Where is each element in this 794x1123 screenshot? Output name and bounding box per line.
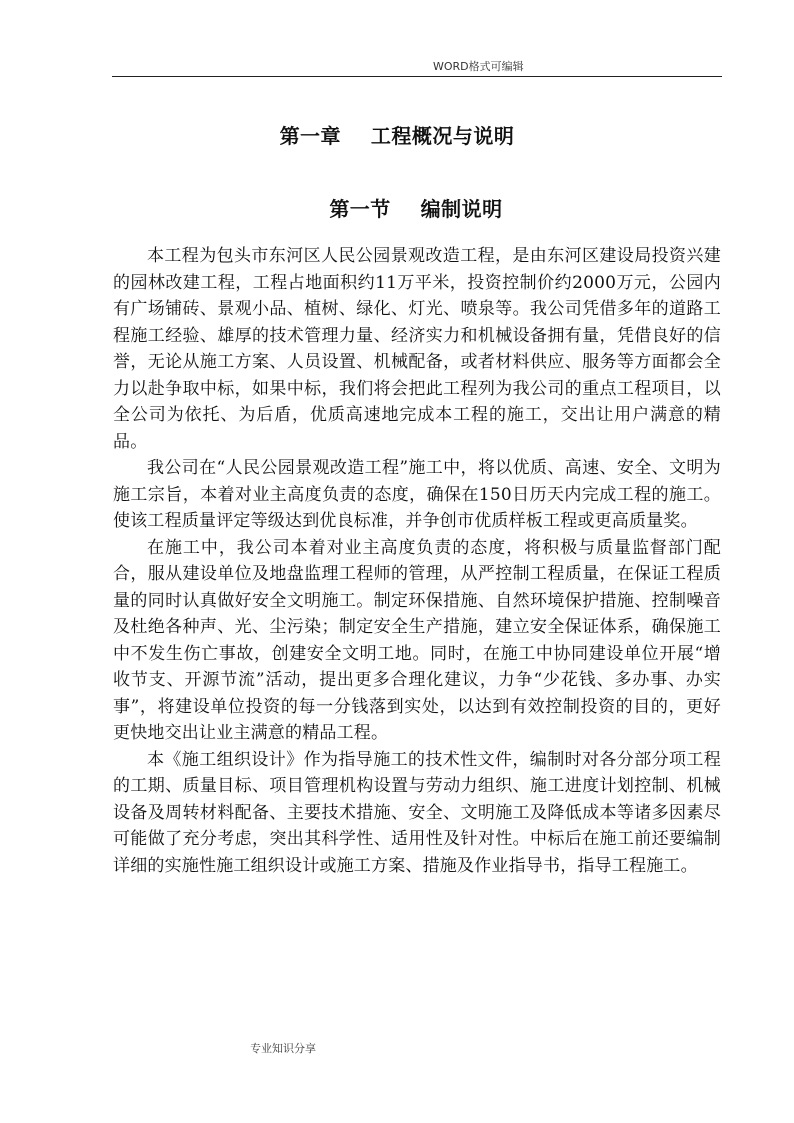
section-title: 第一节 编制说明: [329, 197, 503, 221]
paragraph: 在施工中，我公司本着对业主高度负责的态度，将积极与质量监督部门配合，服从建设单位及地盘监理工程师的管理，从严控制工程质量，在保证工程质量的同时认真做好安全文明施工。制定环保措施、自然环境保护措施、控制噪音及杜绝各种声、光、尘污染；制定安全生产措施，建立安全保证体系，确保施工中不发生伤亡事故，创建安全文明工地。同时，在施工中协同建设单位开展“增收节支、开源节流”活动，提出更多合理化建议，力争“少花钱、多办事、办实事”，将建设单位投资的每一分钱落到实处，以达到有效控制投资的目的，更好更快地交出让业主满意的精品工程。: [113, 537, 721, 743]
paragraph: 本《施工组织设计》作为指导施工的技术性文件，编制时对各分部分项工程的工期、质量目标、项目管理机构设置与劳动力组织、施工进度计划控制、机械设备及周转材料配备、主要技术措施、安全、文明施工及降低成本等诸多因素尽可能做了充分考虑，突出其科学性、适用性及针对性。中标后在施工前还要编制详细的实施性施工组织设计或施工方案、措施及作业指导书，指导工程施工。: [113, 749, 721, 876]
paragraph: 我公司在“人民公园景观改造工程”施工中，将以优质、高速、安全、文明为施工宗旨，本着对业主高度负责的态度，确保在150日历天内完成工程的施工。使该工程质量评定等级达到优良标准，并争创市优质样板工程或更高质量奖。: [113, 458, 721, 531]
page-footer: 专业知识分享: [250, 1042, 316, 1055]
body-text: [113, 243, 721, 879]
page-header: [112, 58, 722, 77]
paragraph: 本工程为包头市东河区人民公园景观改造工程，是由东河区建设局投资兴建的园林改建工程，工程占地面积约11万平米，投资控制价约2000万元，公园内有广场铺砖、景观小品、植树、绿化、灯光、喷泉等。我公司凭借多年的道路工程施工经验、雄厚的技术管理力量、经济实力和机械设备拥有量，凭借良好的信誉，无论从施工方案、人员设置、机械配备，或者材料供应、服务等方面都会全力以赴争取中标，如果中标，我们将会把此工程列为我公司的重点工程项目，以全公司为依托、为后盾，优质高速地完成本工程的施工，交出让用户满意的精品。: [113, 246, 721, 452]
header-text: WORD格式可编辑: [433, 60, 524, 73]
chapter-title: 第一章 工程概况与说明: [279, 124, 515, 148]
